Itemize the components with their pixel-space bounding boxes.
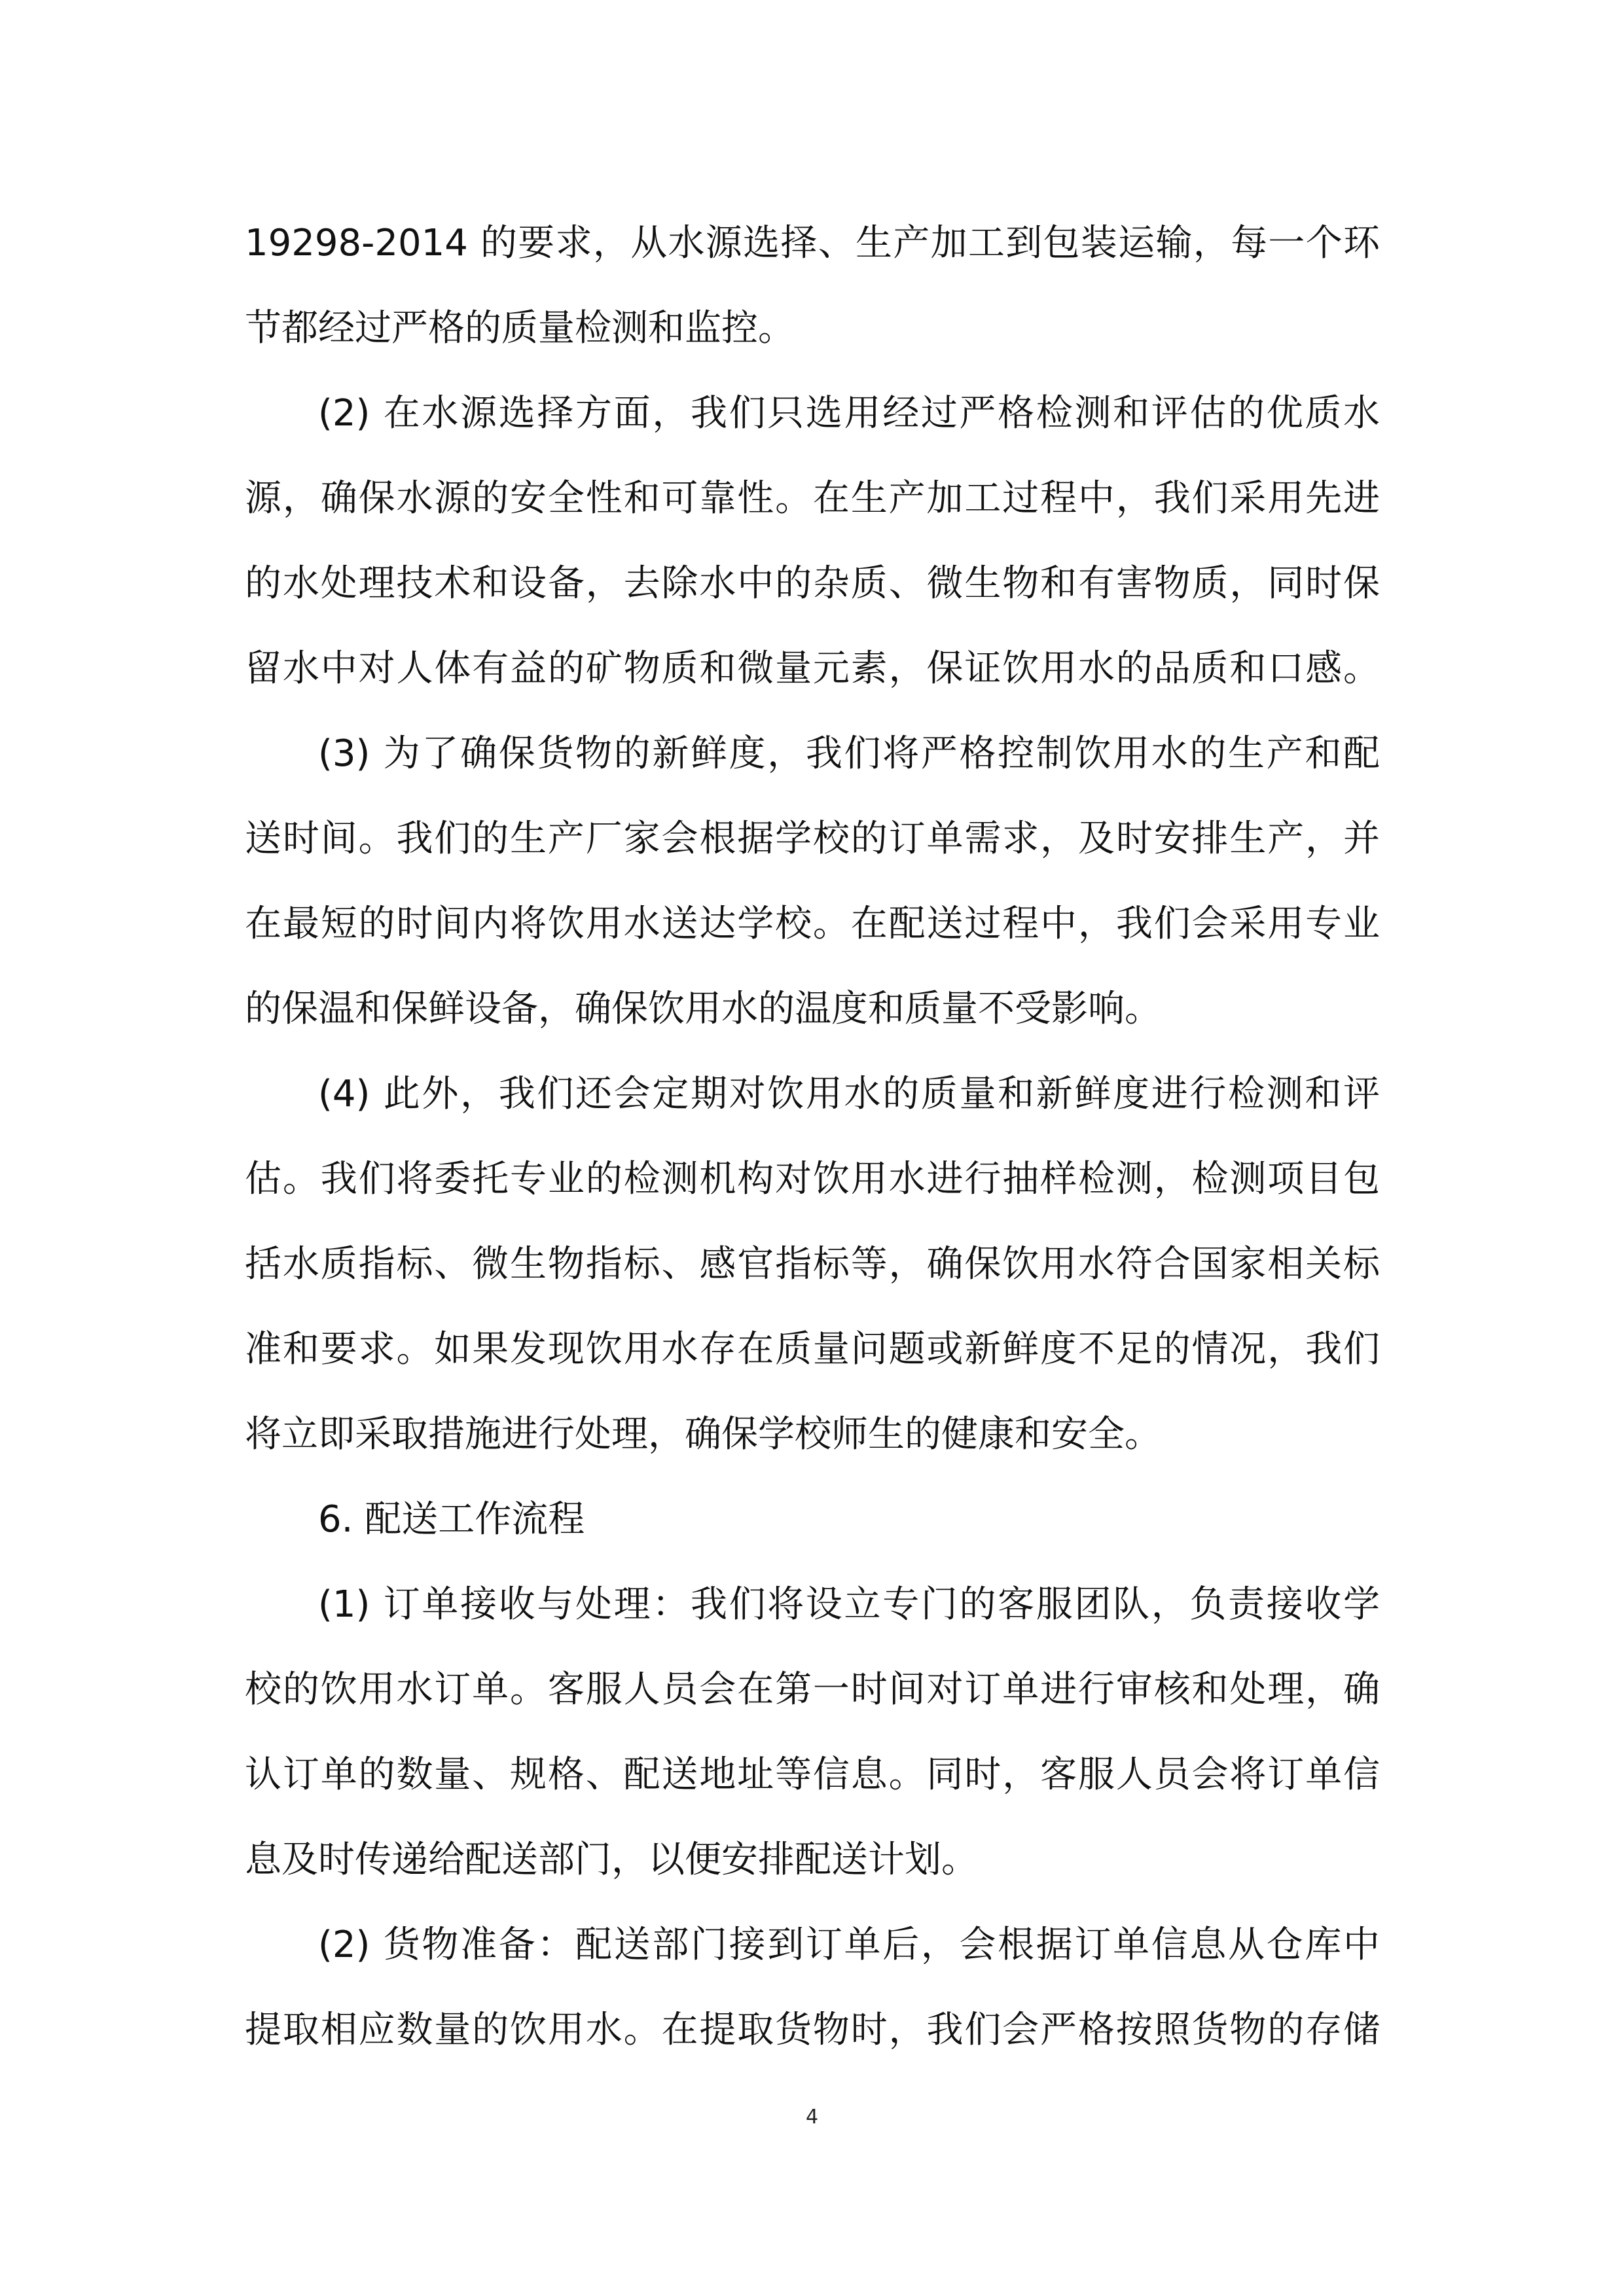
text-line: 校的饮用水订单。客服人员会在第一时间对订单进行审核和处理，确	[245, 1668, 1380, 1711]
text-line: 的保温和保鲜设备，确保饮用水的温度和质量不受影响。	[245, 988, 1161, 1030]
text-line: 节都经过严格的质量检测和监控。	[245, 307, 795, 350]
text-line: 在最短的时间内将饮用水送达学校。在配送过程中，我们会采用专业	[245, 903, 1380, 945]
document-body	[245, 211, 1380, 2083]
text-line: 提取相应数量的饮用水。在提取货物时，我们会严格按照货物的存储	[245, 2009, 1380, 2051]
text-line: 括水质指标、微生物指标、感官指标等，确保饮用水符合国家相关标	[245, 1243, 1380, 1285]
text-line: 送时间。我们的生产厂家会根据学校的订单需求，及时安排生产，并	[245, 817, 1380, 860]
text-line: 估。我们将委托专业的检测机构对饮用水进行抽样检测，检测项目包	[245, 1158, 1380, 1200]
page-number: 4	[805, 2106, 819, 2128]
text-line: 源，确保水源的安全性和可靠性。在生产加工过程中，我们采用先进	[245, 477, 1380, 520]
text-line: 19298-2014 的要求，从水源选择、生产加工到包装运输，每一个环	[245, 222, 1380, 264]
paragraph-start-line: (2) 货物准备：配送部门接到订单后，会根据订单信息从仓库中	[318, 1924, 1380, 1966]
paragraph-start-line: (1) 订单接收与处理：我们将设立专门的客服团队，负责接收学	[318, 1583, 1380, 1626]
text-line: 的水处理技术和设备，去除水中的杂质、微生物和有害物质，同时保	[245, 562, 1380, 605]
text-line: 准和要求。如果发现饮用水存在质量问题或新鲜度不足的情况，我们	[245, 1328, 1380, 1371]
paragraph-start-line: (3) 为了确保货物的新鲜度，我们将严格控制饮用水的生产和配	[318, 732, 1380, 775]
text-line: 留水中对人体有益的矿物质和微量元素，保证饮用水的品质和口感。	[245, 647, 1380, 690]
section-heading: 6. 配送工作流程	[318, 1498, 585, 1541]
text-line: 将立即采取措施进行处理，确保学校师生的健康和安全。	[245, 1413, 1161, 1456]
paragraph-start-line: (2) 在水源选择方面，我们只选用经过严格检测和评估的优质水	[318, 392, 1380, 435]
paragraph-start-line: (4) 此外，我们还会定期对饮用水的质量和新鲜度进行检测和评	[318, 1073, 1380, 1115]
text-line: 认订单的数量、规格、配送地址等信息。同时，客服人员会将订单信	[245, 1753, 1380, 1796]
text-line: 息及时传递给配送部门，以便安排配送计划。	[245, 1839, 978, 1881]
